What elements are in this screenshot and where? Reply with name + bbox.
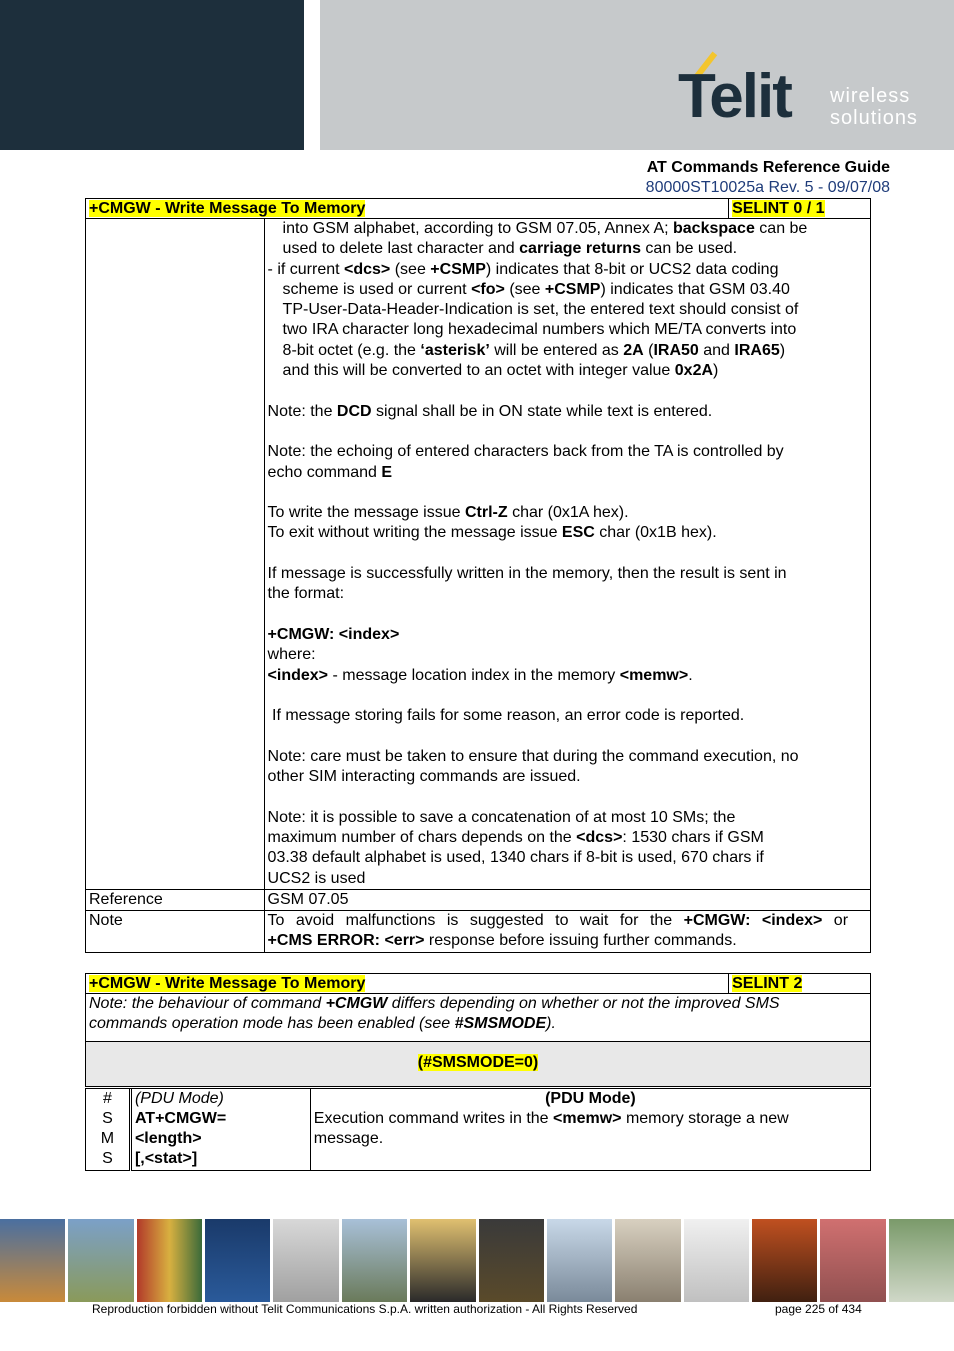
footer-photo [205, 1219, 270, 1302]
footer-photo [615, 1219, 680, 1302]
logo-tagline: wireless solutions [830, 85, 918, 129]
description-cell: into GSM alphabet, according to GSM 07.05, Annex A; backspace can be used to delete last character and carriage returns can be used. - if current <dcs> (see +CSMP) indicates that 8-bit or UCS2 data coding scheme is used or current <fo> (see +CSMP) indicates that GSM 03.40 TP-User-Data-Header-Indication is set, the entered text should consist of two IRA character long hexadecimal numbers which ME/TA converts into 8-bit octet (e.g. the ‘asterisk’ will be entered as 2A (IRA50 and IRA65) and this will be converted to an octet with integer value 0x2A) Note: the DCD signal shall be in ON state while text is entered. Note: the echoing of entered characters back from the TA is controlled by echo command E To write the message issue Ctrl-Z char (0x1A hex). To exit without writing the message issue ESC char (0x1B hex). If message is successfully written in the memory, then the result is sent in the format: +CMGW: <index> where: <index> - message location index in the memory <memw>. If message storing fails for some reason, an error code is reported. Note: care must be taken to ensure that during the command execution, no other SIM interacting commands are issued. Note: it is possible to save a concatenation of at most 10 SMs; the maximum number of chars depends on the <dcs>: 1530 chars if GSM 03.38 default alphabet is used, 1340 chars if 8-bit is used, 670 chars if UCS2 is used [264, 219, 870, 890]
header-banner-dark [0, 0, 304, 150]
table-header-row [86, 199, 871, 219]
telit-logo [678, 48, 938, 134]
mode-note-row [86, 994, 871, 1042]
table-title: +CMGW - Write Message To Memory [89, 200, 366, 217]
command-description-cell: (PDU Mode) Execution command writes in the <memw> memory storage a new message. [310, 1087, 870, 1170]
footer-photo [137, 1219, 202, 1302]
command-syntax-cell: (PDU Mode) AT+CMGW= <length> [,<stat>] [130, 1087, 310, 1170]
selint-badge: SELINT 2 [732, 975, 803, 992]
table-title: +CMGW - Write Message To Memory [89, 975, 366, 992]
footer-photo [68, 1219, 133, 1302]
footer-photo [0, 1219, 65, 1302]
note-value: To avoid malfunctions is suggested to wait for the +CMGW: <index> or +CMS ERROR: <err> response before issuing further commands. [264, 911, 870, 953]
footer-photo [342, 1219, 407, 1302]
smsmode-header: (#SMSMODE=0) [417, 1053, 539, 1071]
reference-label: Reference [86, 889, 265, 910]
description-label-cell [86, 219, 265, 890]
footer-copyright: Reproduction forbidden without Telit Communications S.p.A. written authorization - All Rights Reserved [92, 1302, 638, 1316]
footer-photo [752, 1219, 817, 1302]
document-title: AT Commands Reference Guide [646, 159, 890, 176]
reference-row [86, 889, 871, 910]
note-row [86, 911, 871, 953]
document-subtitle: 80000ST10025a Rev. 5 - 09/07/08 [645, 179, 890, 196]
command-row [86, 1087, 871, 1170]
footer-photo [410, 1219, 475, 1302]
dcd-note: Note: the DCD signal shall be in ON state while text is entered. [267, 402, 713, 420]
footer-photo [273, 1219, 338, 1302]
logo-text: Telit [678, 62, 791, 131]
mode-note: Note: the behaviour of command +CMGW differs depending on whether or not the improved SMS commands operation mode has been enabled (see #SMSMODE). [86, 994, 871, 1042]
note-label: Note [86, 911, 265, 953]
mode-header-row [86, 1041, 871, 1087]
footer-image-strip [0, 1219, 954, 1302]
page-number: page 225 of 434 [775, 1302, 862, 1316]
response-format: +CMGW: <index> [267, 625, 400, 643]
mode-header-cell [86, 1041, 871, 1087]
footer-photo [479, 1219, 544, 1302]
echo-note: Note: the echoing of entered characters back from the TA is controlled by [267, 443, 784, 461]
selint-badge: SELINT 0 / 1 [732, 200, 825, 217]
command-table-selint-2 [85, 973, 871, 1171]
reference-value: GSM 07.05 [264, 889, 870, 910]
side-letters: # S M S [86, 1087, 131, 1170]
command-table-selint-01 [85, 198, 871, 953]
footer-photo [684, 1219, 749, 1302]
description-row [86, 219, 871, 890]
footer-photo [820, 1219, 885, 1302]
footer-photo [889, 1219, 954, 1302]
table-header-row [86, 974, 871, 994]
footer-photo [547, 1219, 612, 1302]
